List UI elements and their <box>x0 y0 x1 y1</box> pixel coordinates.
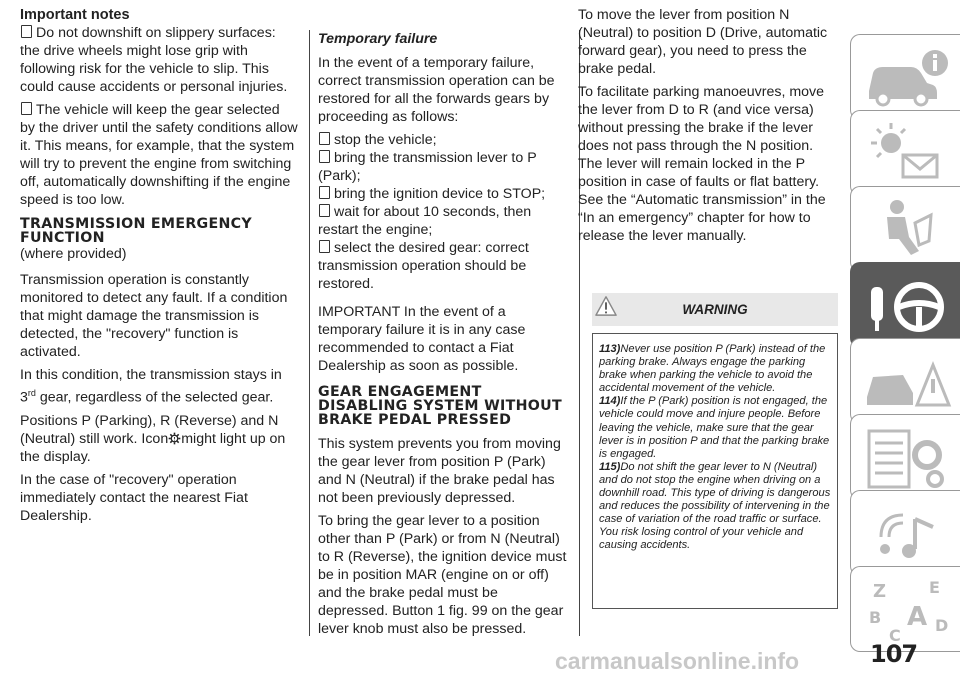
column-2 <box>318 30 570 643</box>
svg-text:D: D <box>935 616 949 635</box>
bullet-icon <box>319 132 330 145</box>
tab-multimedia[interactable] <box>850 490 960 576</box>
gear-warning-icon <box>168 432 181 445</box>
subsection-title: Temporary failure <box>318 31 438 47</box>
section-subtitle: (where provided) <box>20 246 127 262</box>
warning-body <box>592 333 838 609</box>
watermark: carmanualsonline.info <box>555 648 800 674</box>
svg-text:B: B <box>869 608 882 627</box>
column-divider <box>309 30 310 636</box>
index-icon <box>859 573 955 647</box>
bullet-icon <box>319 204 330 217</box>
column-1 <box>20 6 298 530</box>
step: select the desired gear: correct transmission operation should be restored. <box>318 240 529 292</box>
warning-box <box>592 293 838 609</box>
paragraph: In the case of "recovery" operation immediately contact the nearest Fiat Dealership. <box>20 471 248 524</box>
warning-lights-icon <box>859 117 955 191</box>
note-2: The vehicle will keep the gear selected by the driver until the safety conditions allow it. This means, for example, that the system will try to prevent the engine from switching off, automatically downshifting if the engine speed is too low. <box>20 102 298 208</box>
tab-warning-lights[interactable] <box>850 110 960 196</box>
paragraph: To facilitate parking manoeuvres, move the lever from D to R (and vice versa) without pressing the brake if the lever does not pass through the N position. The lever will remain locked in the P position in case of faults or flat battery. See the “Automatic transmission” in the “In an emergency” chapter for how to release the lever manually. <box>578 84 826 244</box>
car-info-icon <box>859 41 955 115</box>
step: stop the vehicle; <box>318 131 570 149</box>
svg-text:C: C <box>889 626 901 645</box>
warning-title: WARNING <box>682 302 748 317</box>
step: wait for about 10 seconds, then restart the engine; <box>318 204 532 238</box>
paragraph: Transmission operation is constantly monitored to detect any fault. If a condition that might damage the transmission is detected, the "recovery" function is activated. <box>20 272 288 360</box>
svg-text:Z: Z <box>873 581 887 602</box>
emergency-icon <box>859 345 955 419</box>
svg-text:E: E <box>929 578 940 597</box>
paragraph: This system prevents you from moving the gear lever from position P (Park) and N (Neutral) if the brake pedal has not been previously depressed. <box>318 436 561 506</box>
bullet-icon <box>319 240 330 253</box>
warning-header <box>592 293 838 326</box>
svg-text:A: A <box>907 602 928 632</box>
step: bring the transmission lever to P (Park); <box>318 150 537 184</box>
paragraph: To move the lever from position N (Neutral) to position D (Drive, automatic forward gear), you need to press the brake pedal. <box>578 7 828 77</box>
paragraph: In the event of a temporary failure, correct transmission operation can be restored for all the forwards gears by proceeding as follows: <box>318 55 555 125</box>
multimedia-icon <box>859 497 955 571</box>
steering-wheel-icon <box>859 269 955 343</box>
tab-emergency[interactable] <box>850 338 960 424</box>
tab-starting-driving[interactable] <box>850 262 960 348</box>
warning-item: 113)Never use position P (Park) instead of the parking brake. Always engage the parking brake when parking the vehicle to avoid the accidental movement of the vehicle. <box>599 343 826 395</box>
bullet-icon <box>319 150 330 163</box>
note-1: Do not downshift on slippery surfaces: the drive wheels might lose grip with following risk for the vehicle to slip. This could cause accidents or personal injuries. <box>20 25 288 95</box>
paragraph: In this condition, the transmission stays in 3rd gear, regardless of the selected gear. <box>20 367 282 406</box>
bullet-icon <box>21 25 32 38</box>
svg-text:!: ! <box>173 437 176 443</box>
section-title-gear-engagement: GEAR ENGAGEMENT DISABLING SYSTEM WITHOUT BRAKE PEDAL PRESSED <box>318 384 562 428</box>
column-3 <box>578 6 840 250</box>
paragraph: Positions P (Parking), R (Reverse) and N (Neutral) still work. Icon ! might light up on the display. <box>20 412 286 465</box>
important-paragraph: IMPORTANT In the event of a temporary failure it is in any case recommended to contact a Fiat Dealership as soon as possible. <box>318 304 526 374</box>
maintenance-icon <box>859 421 955 495</box>
warning-item: 114)If the P (Park) position is not engaged, the vehicle could move and injure people. Before leaving the vehicle, make sure that the gear lever is in position P and that the parking brake is engaged. <box>599 395 830 460</box>
tab-safety[interactable] <box>850 186 960 272</box>
bullet-icon <box>21 102 32 115</box>
warning-item: 115)Do not shift the gear lever to N (Neutral) and do not stop the engine when driving on a downhill road. This type of driving is dangerous and reduces the possibility of intervening in the case of variation of the road traffic or surface. You risk losing control of your vehicle and causing accidents. <box>599 460 831 552</box>
important-notes-title: Important notes <box>20 7 130 23</box>
bullet-icon <box>319 186 330 199</box>
page-number: 107 <box>870 640 918 668</box>
tab-car-info[interactable] <box>850 34 960 120</box>
paragraph: To bring the gear lever to a position other than P (Park) or from N (Neutral) to R (Reverse), the ignition device must be in position MAR (engine on or off) and the brake pedal must be depressed. Button 1 fig. 99 on the gear lever knob must also be pressed. <box>318 513 567 637</box>
step: bring the ignition device to STOP; <box>318 185 570 203</box>
section-title-transmission-emergency: TRANSMISSION EMERGENCY FUNCTION <box>20 216 252 246</box>
safety-icon <box>859 193 955 267</box>
tab-maintenance[interactable] <box>850 414 960 500</box>
